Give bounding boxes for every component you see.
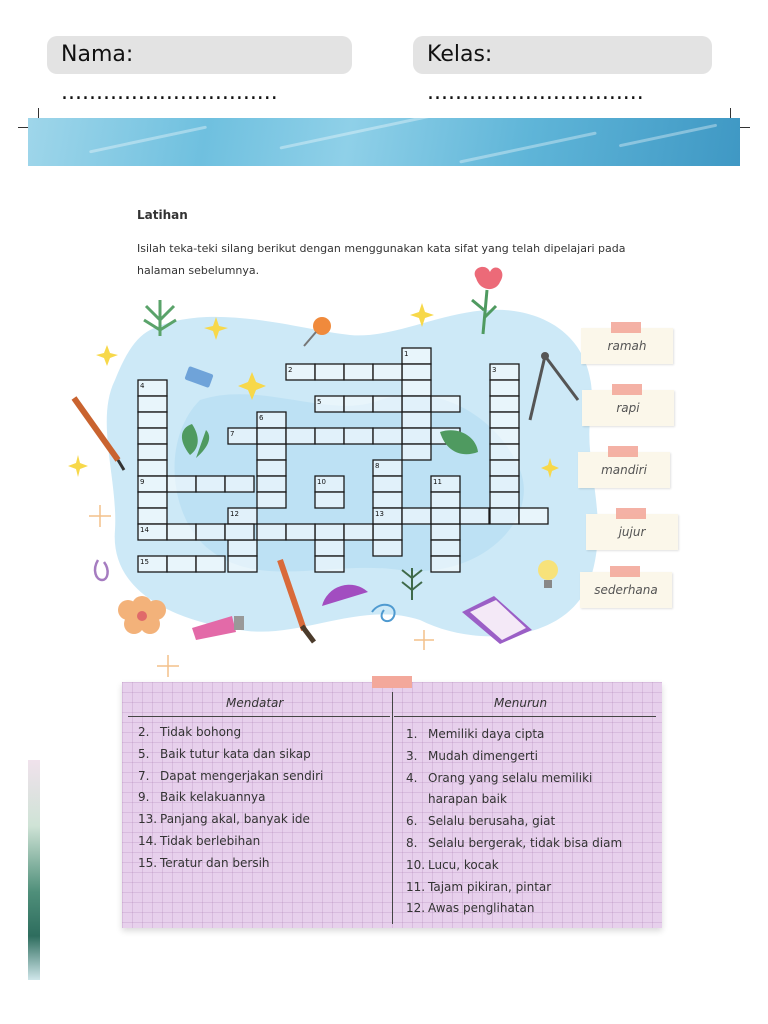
- word-card-label: ramah: [607, 339, 647, 353]
- word-card-label: mandiri: [601, 463, 647, 477]
- clue-item: 7. Dapat mengerjakan sendiri: [138, 768, 324, 783]
- sparkle-icon: [157, 655, 179, 677]
- word-card-label: rapi: [616, 401, 640, 415]
- clue-number: 10: [317, 478, 326, 486]
- sparkle-icon: [414, 630, 434, 650]
- word-card: [578, 452, 670, 488]
- tape: [611, 322, 641, 333]
- clue-number: 12: [230, 510, 239, 518]
- clue-item: 3. Mudah dimengerti: [406, 748, 538, 763]
- clue-item: 4. Orang yang selalu memiliki: [406, 770, 593, 785]
- clue-item: 6. Selalu berusaha, giat: [406, 814, 556, 829]
- clue-number: 13: [375, 510, 384, 518]
- word-card: [580, 572, 672, 608]
- tape: [608, 446, 638, 457]
- word-card: [586, 514, 678, 550]
- header-rule: [394, 716, 656, 717]
- column-divider: [392, 692, 393, 924]
- clue-item: 2. Tidak bohong: [138, 725, 242, 739]
- mendatar-list: [138, 722, 323, 875]
- clue-item: 15. Teratur dan bersih: [138, 855, 270, 870]
- tape: [372, 676, 412, 688]
- clue-item: 5. Baik tutur kata dan sikap: [138, 746, 311, 761]
- clue-panel: [122, 682, 662, 928]
- word-card: [582, 390, 674, 426]
- exercise-heading: Latihan: [137, 208, 188, 222]
- clue-number: 3: [492, 366, 497, 374]
- tape: [616, 508, 646, 519]
- clue-number: 8: [375, 462, 380, 470]
- mendatar-heading: Mendatar: [226, 696, 284, 710]
- exercise-instruction: Isilah teka-teki silang berikut dengan menggunakan kata sifat yang telah dipelajari pada halaman sebelumnya.: [137, 242, 626, 277]
- clue-number: 14: [140, 526, 149, 534]
- clue-number: 11: [433, 478, 442, 486]
- star-icon: [96, 345, 118, 366]
- clue-item: 13. Panjang akal, banyak ide: [138, 812, 310, 827]
- tape: [610, 566, 640, 577]
- clue-item: 8. Selalu bergerak, tidak bisa diam: [406, 835, 623, 850]
- clue-item: harapan baik: [428, 792, 507, 807]
- clue-item: 14. Tidak berlebihan: [138, 833, 261, 848]
- kelas-field[interactable]: Kelas: ...............................: [413, 36, 712, 74]
- clue-number: 7: [230, 430, 235, 438]
- header-rule: [128, 716, 390, 717]
- paperclip-icon: [95, 560, 108, 580]
- sparkle-icon: [89, 505, 111, 527]
- clue-item: 9. Baik kelakuannya: [138, 790, 266, 805]
- clue-number: 9: [140, 478, 145, 486]
- clue-item: 1. Memiliki daya cipta: [406, 727, 545, 741]
- word-card-label: sederhana: [594, 583, 658, 597]
- clue-item: 11. Tajam pikiran, pintar: [406, 879, 552, 894]
- sparkle-icon: [68, 455, 88, 477]
- clue-number: 2: [288, 366, 293, 374]
- clue-number: 15: [140, 558, 149, 566]
- nama-field[interactable]: Nama: ...............................: [47, 36, 352, 74]
- clue-item: 12. Awas penglihatan: [406, 901, 535, 916]
- page-edge-illustration: [28, 760, 40, 980]
- clue-item: 10. Lucu, kocak: [406, 857, 499, 872]
- clue-number: 1: [404, 350, 409, 358]
- word-card: [581, 328, 673, 364]
- clue-number: 4: [140, 382, 145, 390]
- clue-number: 6: [259, 414, 264, 422]
- menurun-heading: Menurun: [494, 696, 548, 710]
- menurun-list: [406, 724, 622, 920]
- clue-number: 5: [317, 398, 322, 406]
- flower-icon: [118, 596, 166, 634]
- word-card-label: jujur: [618, 525, 646, 539]
- tape: [612, 384, 642, 395]
